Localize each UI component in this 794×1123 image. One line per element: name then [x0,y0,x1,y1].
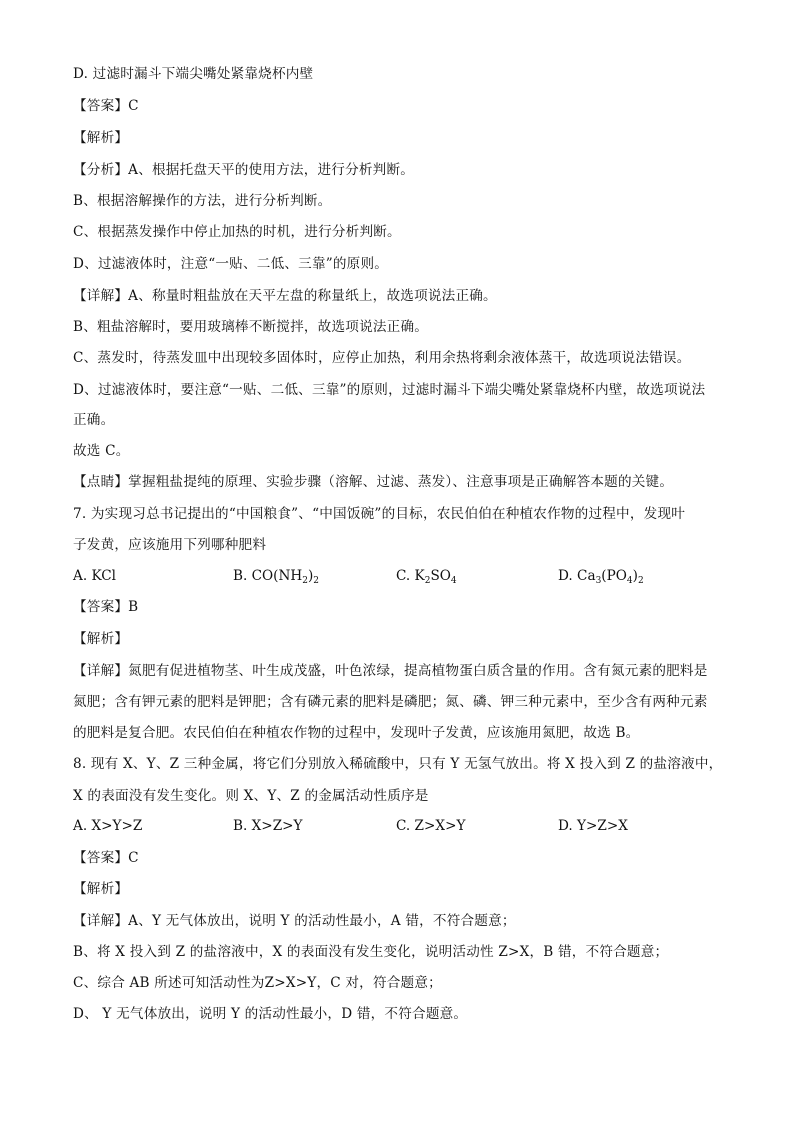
detail-line: 【详解】A、Y 无气体放出，说明 Y 的活动性最小，A 错，不符合题意； [73,913,516,929]
analysis-line: B、根据溶解操作的方法，进行分析判断。 [73,193,332,209]
question-8-stem: 8. 现有 X、Y、Z 三种金属，将它们分别放入稀硫酸中，只有 Y 无氢气放出。将 X 投入到 Z 的盐溶液中， [73,756,723,772]
analysis-line: D、过滤液体时，注意“一贴、二低、三靠”的原则。 [73,256,389,272]
question-7-stem: 7. 为实现习总书记提出的“中国粮食”、“中国饭碗”的目标，农民伯伯在种植农作物的过程中，发现叶 [73,506,686,522]
conclusion-line: 故选 C。 [73,443,130,459]
detail-line: 正确。 [73,412,115,428]
q7-option-d: D. $Ca_3(PO_4)_2$ [558,568,644,586]
answer-line: 【答案】C [73,850,139,866]
detail-line: B、粗盐溶解时，要用玻璃棒不断搅拌，故选项说法正确。 [73,319,429,335]
q8-option-d: D. Y>Z>X [558,818,628,834]
answer-line: 【答案】B [73,599,139,615]
question-7-stem: 子发黄，应该施用下列哪种肥料 [73,537,267,553]
detail-line: C、综合 AB 所述可知活动性为Z>X>Y，C 对，符合题意； [73,975,442,991]
detail-line: 【详解】A、称量时粗盐放在天平左盘的称量纸上，故选项说法正确。 [73,288,497,304]
analysis-heading: 【解析】 [73,631,129,647]
detail-line: 【详解】氮肥有促进植物茎、叶生成茂盛，叶色浓绿，提高植物蛋白质含量的作用。含有氮元素的肥料是 [73,663,708,679]
detail-line: D、过滤液体时，要注意“一贴、二低、三靠”的原则，过滤时漏斗下端尖嘴处紧靠烧杯内壁，故选项说法 [73,382,706,398]
answer-line: 【答案】C [73,98,139,114]
analysis-heading: 【解析】 [73,130,129,146]
detail-line: 氮肥；含有钾元素的肥料是钾肥；含有磷元素的肥料是磷肥；氮、磷、钾三种元素中，至少含有两种元素 [73,694,708,710]
analysis-heading: 【解析】 [73,881,129,897]
detail-line: D、 Y 无气体放出，说明 Y 的活动性最小，D 错，不符合题意。 [73,1006,468,1022]
detail-line: 的肥料是复合肥。农民伯伯在种植农作物的过程中，发现叶子发黄，应该施用氮肥，故选 B。 [73,725,640,741]
q8-option-c: C. Z>X>Y [396,818,466,834]
detail-line: C、蒸发时，待蒸发皿中出现较多固体时，应停止加热，利用余热将剩余液体蒸干，故选项说法错误。 [73,350,691,366]
question-8-stem: X 的表面没有发生变化。则 X、Y、Z 的金属活动性质序是 [73,788,429,804]
analysis-line: 【分析】A、根据托盘天平的使用方法，进行分析判断。 [73,162,415,178]
detail-line: B、将 X 投入到 Z 的盐溶液中，X 的表面没有发生变化，说明活动性 Z>X，B 错，不符合题意； [73,944,669,960]
q7-option-a: A. KCl [73,568,116,584]
key-point-line: 【点睛】掌握粗盐提纯的原理、实验步骤（溶解、过滤、蒸发）、注意事项是正确解答本题的关键。 [73,474,674,490]
q8-option-b: B. X>Z>Y [233,818,303,834]
q7-option-b: B. $CO(NH_2)_2$ [233,568,320,586]
option-d-text: D. 过滤时漏斗下端尖嘴处紧靠烧杯内壁 [73,66,314,82]
q8-option-a: A. X>Y>Z [73,818,143,834]
analysis-line: C、根据蒸发操作中停止加热的时机，进行分析判断。 [73,224,401,240]
q7-option-c: C. $K_2SO_4$ [396,568,457,586]
